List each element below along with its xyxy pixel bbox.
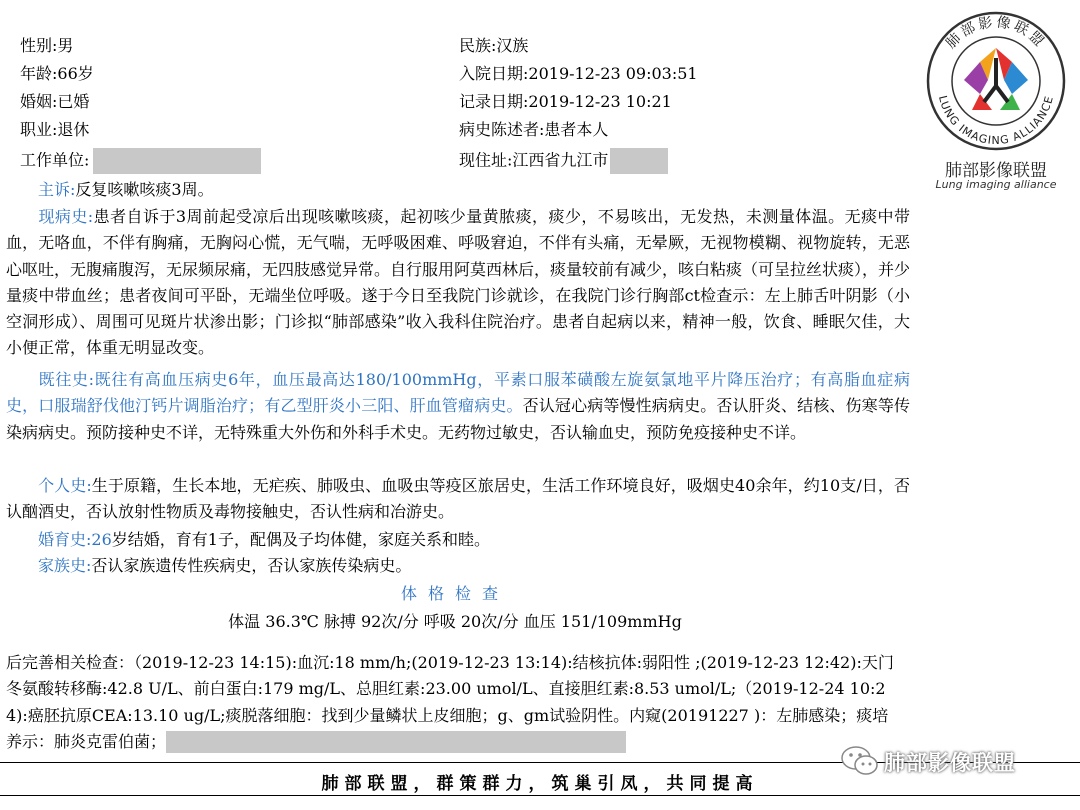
gender-row (20, 36, 73, 56)
family-history-text: 否认家族遗传性疾病史，否认家族传染病史。 (91, 556, 412, 575)
chief-complaint (6, 177, 910, 203)
logo-title: 肺部影像联盟 (945, 161, 1047, 181)
present-illness (6, 204, 910, 362)
marriage-history (6, 527, 910, 553)
occupation-label: 职业: (20, 120, 58, 139)
gender-label: 性别: (20, 36, 58, 55)
lung-icon (964, 48, 1028, 110)
exam-vitals: 体温 36.3℃ 脉搏 92次/分 呼吸 20次/分 血压 151/109mmHg (228, 612, 682, 631)
marriage-history-label: 婚育史: (38, 530, 92, 549)
narrator-row (459, 120, 608, 140)
occupation-row (20, 120, 89, 140)
admission-date-row (459, 64, 698, 84)
followup-tests (6, 650, 898, 755)
address-redaction (610, 148, 668, 174)
address-row (459, 148, 668, 174)
ethnicity-value: 汉族 (496, 36, 529, 55)
occupation-value: 退休 (57, 120, 90, 139)
logo-arc-top: 肺部影像联盟 (943, 14, 1049, 52)
address-label: 现住址: (459, 150, 513, 170)
narrator-value: 患者本人 (544, 120, 609, 139)
present-illness-text: 患者自诉于3周前起受凉后出现咳嗽咳痰，起初咳少量黄脓痰，痰少，不易咳出，无发热，未测量体温。无痰中带血，无咯血，不伴有胸痛，无胸闷心慌，无气喘，无呼吸困难、呼吸窘迫，不伴有头痛，无晕厥，无视物模糊、视物旋转，无恶心呕吐，无腹痛腹泻，无尿频尿痛，无四肢感觉异常。自行服用阿莫西林后，痰量较前有减少，咳白粘痰（可呈拉丝状痰），并少量痰中带血丝；患者夜间可平卧，无端坐位呼吸。遂于今日至我院门诊就诊，在我院门诊行胸部ct检查示：左上肺舌叶阴影（小空洞形成）、周围可见斑片状渗出影；门诊拟“肺部感染”收入我科住院治疗。患者自起病以来，精神一般，饮食、睡眠欠佳，大小便正常，体重无明显改变。 (6, 207, 911, 358)
workplace-row (20, 148, 261, 174)
alliance-logo (916, 6, 1076, 196)
narrator-label: 病史陈述者: (459, 120, 545, 139)
workplace-label: 工作单位: (20, 150, 90, 170)
watermark-text: 肺部影像联盟 (884, 751, 1016, 775)
personal-history-text: 生于原籍，生长本地，无疟疾、肺吸虫、血吸虫等疫区旅居史，生活工作环境良好，吸烟史40余年，约10支/日，否认酗酒史，否认放射性物质及毒物接触史，否认性病和冶游史。 (6, 476, 910, 522)
logo-arc-bottom: LUNG IMAGING ALLIANCE (935, 94, 1057, 148)
family-history (6, 553, 910, 579)
record-date-row (459, 92, 672, 112)
personal-history (6, 473, 910, 526)
marriage-age: 26 (91, 530, 112, 549)
marriage-history-text: 岁结婚，育有1子，配偶及子均体健，家庭关系和睦。 (111, 530, 490, 549)
marital-row (20, 92, 89, 112)
wechat-watermark (838, 741, 1068, 781)
logo-subtitle: Lung imaging alliance (935, 178, 1057, 191)
past-history (6, 367, 910, 446)
address-value: 江西省九江市 (512, 150, 609, 170)
workplace-redaction (93, 148, 261, 174)
wechat-icon (840, 743, 880, 779)
ethnicity-label: 民族: (459, 36, 497, 55)
age-row (20, 64, 94, 84)
age-value: 66岁 (57, 64, 94, 83)
chief-complaint-text: 反复咳嗽咳痰3周。 (75, 180, 214, 199)
followup-tests-text: 后完善相关检查：（2019-12-23 14:15):血沉:18 mm/h;(2019-12-23 13:14):结核抗体:弱阳性 ;(2019-12-23 12:42):天门冬氨酸转移酶:42.8 U/L、前白蛋白:179 mg/L、总胆红素:23.00 umol/L、直接胆红素:8.53 umol/L;（2019-12-24 10:24):癌胚抗原CEA:13.10 ug/L;痰脱落细胞：找到少量鳞状上皮细胞；g、gm试验阴性。内窥(20191227 )：左肺感染；痰培养示：肺炎克雷伯菌； (6, 653, 894, 751)
gender-value: 男 (57, 36, 74, 55)
chief-complaint-label: 主诉: (38, 180, 76, 199)
past-history-blue-text: 既往有高血压病史6年，血压最高达180/100mmHg，平素口服苯磺酸左旋氨氯地平片降压治疗；有高脂血症病史，口服瑞舒伐他汀钙片调脂治疗；有乙型肝炎小三阳、肝血管瘤病史。 (6, 370, 910, 416)
exam-title: 体格检查 (400, 584, 509, 603)
culture-redaction (166, 731, 626, 753)
ethnicity-row (459, 36, 528, 56)
alliance-emblem (916, 6, 1076, 156)
admission-date-label: 入院日期: (459, 64, 529, 83)
past-history-text: 否认冠心病等慢性病病史。否认肝炎、结核、伤寒等传染病病史。预防接种史不详，无特殊重大外伤和外科手术史。无药物过敏史，否认输血史，预防免疫接种史不详。 (6, 396, 910, 442)
past-history-label: 既往史: (38, 370, 95, 389)
present-illness-label: 现病史: (38, 207, 94, 226)
admission-date-value: 2019-12-23 09:03:51 (528, 64, 698, 83)
footer-slogan: 肺部联盟，群策群力，筑巢引凤，共同提高 (321, 774, 759, 794)
age-label: 年龄: (20, 64, 58, 83)
record-date-value: 2019-12-23 10:21 (528, 92, 672, 111)
family-history-label: 家族史: (38, 556, 92, 575)
marital-label: 婚姻: (20, 92, 58, 111)
record-date-label: 记录日期: (459, 92, 529, 111)
personal-history-label: 个人史: (38, 476, 92, 495)
marital-value: 已婚 (57, 92, 90, 111)
